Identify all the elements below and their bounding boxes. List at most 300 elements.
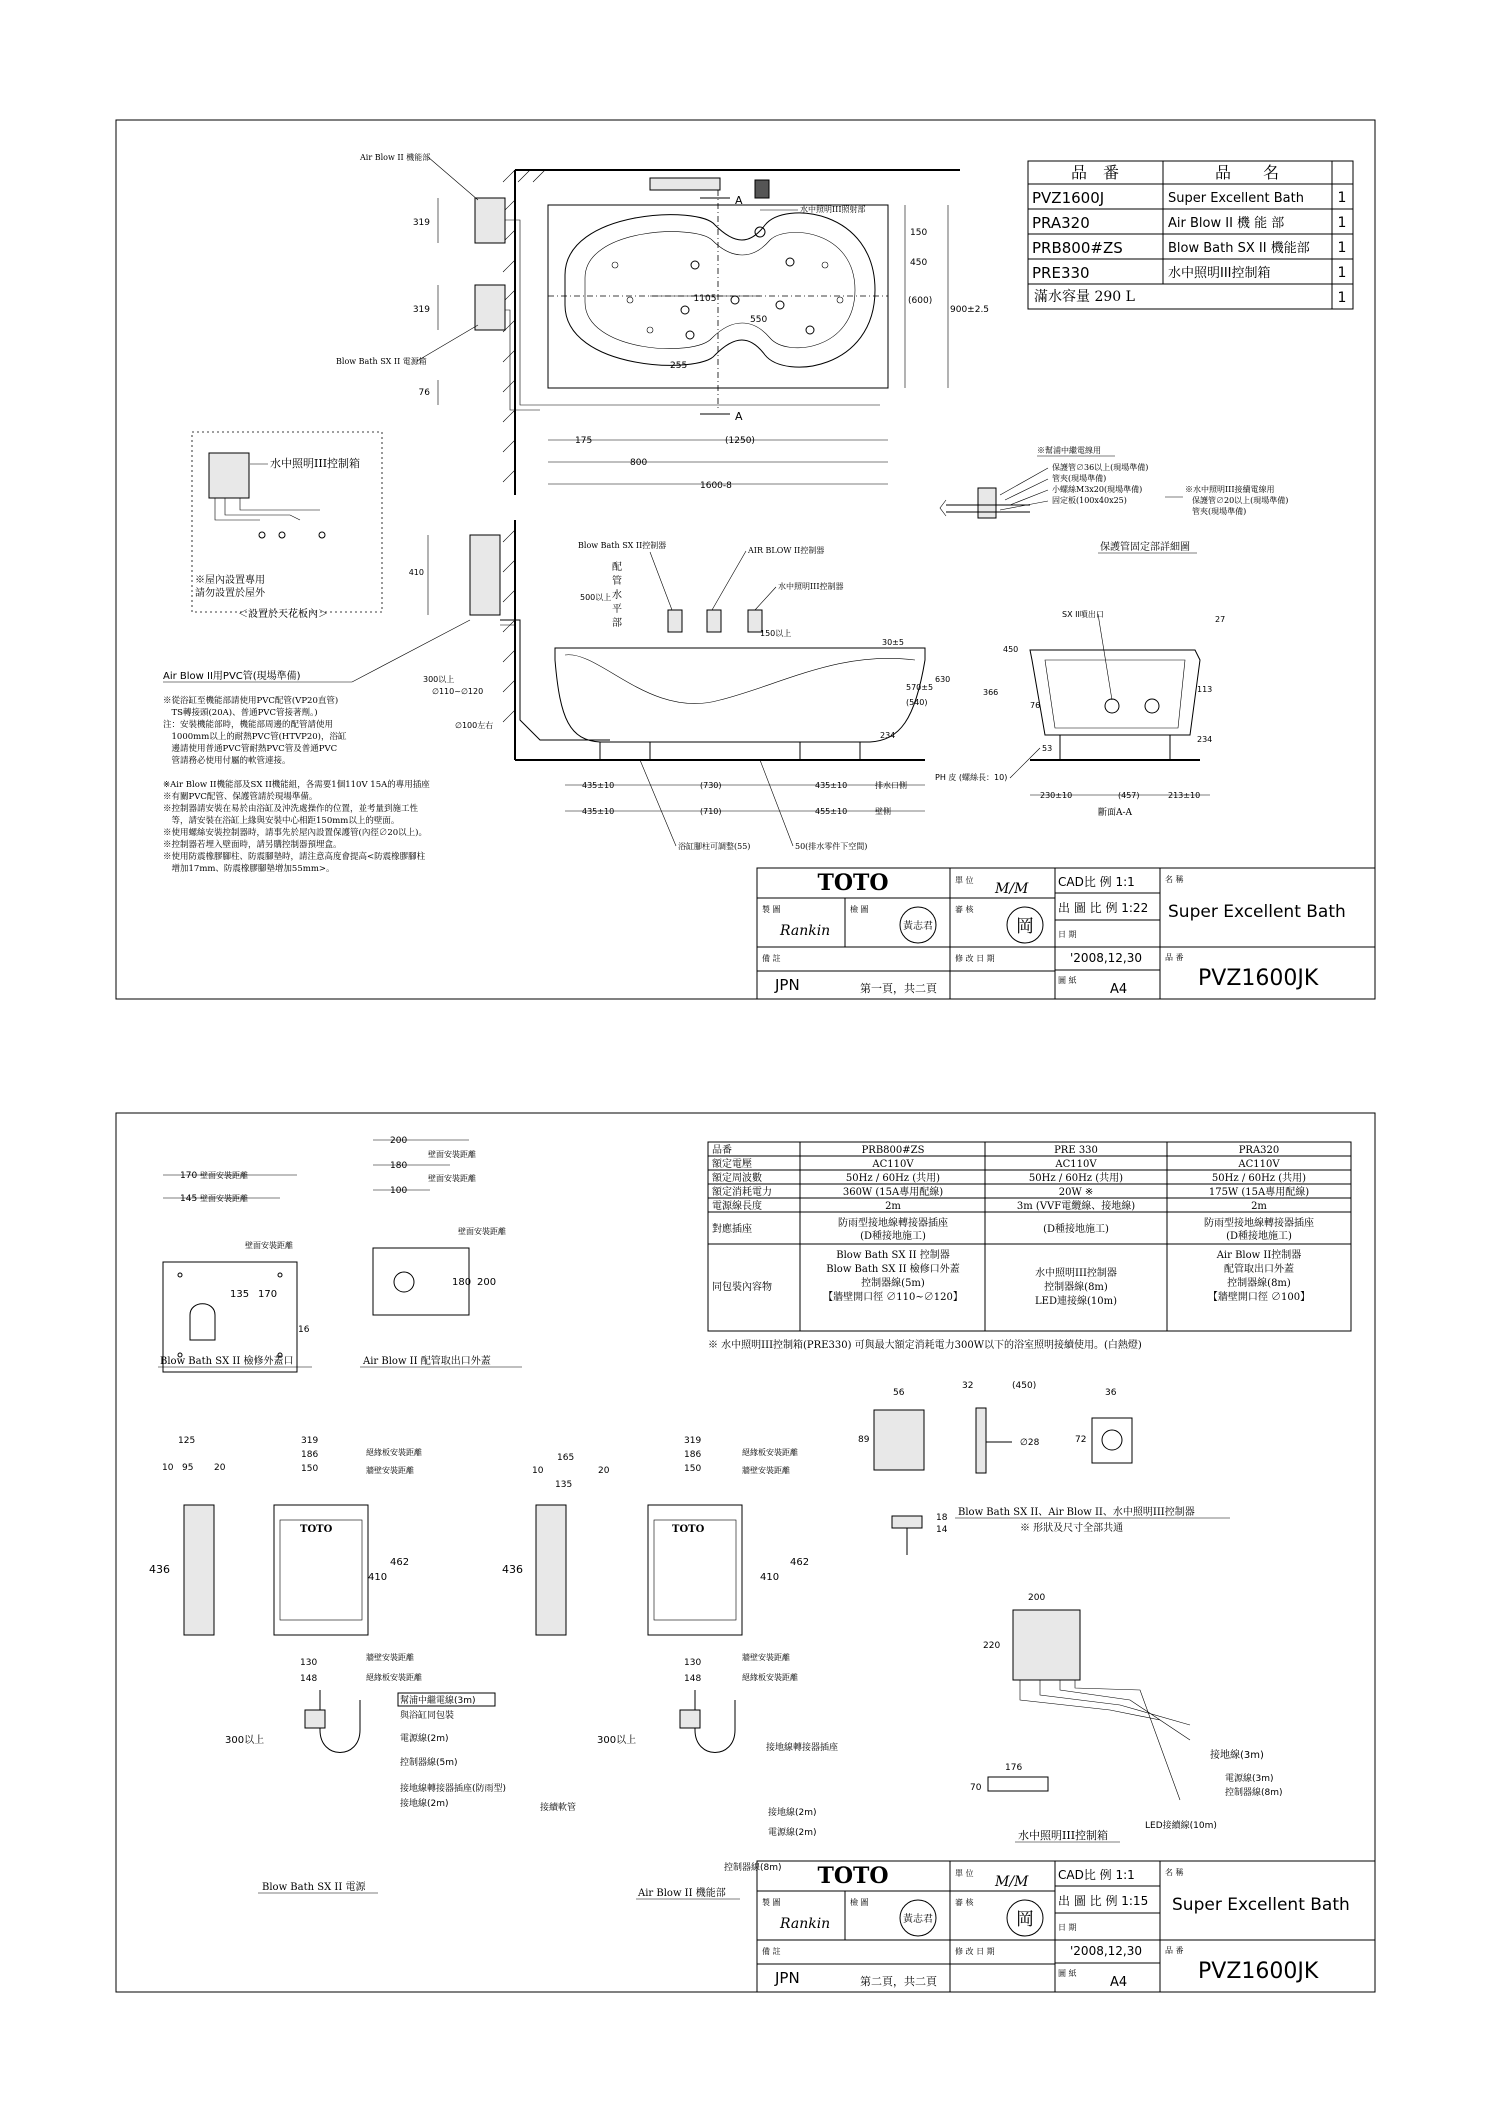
dim-220: 220 bbox=[983, 1641, 1001, 1651]
dim-110: ∅110~∅120 bbox=[432, 687, 484, 696]
elevation-view bbox=[409, 520, 951, 851]
air-blow-controller-icon bbox=[707, 610, 721, 632]
wall-distance-label: 牆壁安裝距離 bbox=[366, 1653, 414, 1662]
dim-457: (457) bbox=[1118, 791, 1140, 800]
spec-cell: 50Hz / 60Hz (共用) bbox=[845, 1173, 941, 1184]
ground-wire-label: 接地線(2m) bbox=[768, 1808, 817, 1818]
dim-36: 36 bbox=[1105, 1388, 1117, 1398]
socket-label: 接地線轉接器插座 bbox=[766, 1743, 839, 1753]
cover-sx-inspection bbox=[158, 1170, 312, 1372]
spec-cell: 配管取出口外蓋 bbox=[1224, 1264, 1294, 1275]
dim-462: 462 bbox=[790, 1557, 810, 1568]
dim-113: 113 bbox=[1197, 685, 1213, 694]
dim-150: 150 bbox=[910, 228, 928, 238]
dim-176: 176 bbox=[1005, 1763, 1023, 1773]
part-no: PRE330 bbox=[1032, 264, 1090, 282]
notes bbox=[163, 620, 470, 874]
dim-436: 436 bbox=[149, 1563, 170, 1576]
jet-nozzles bbox=[612, 227, 843, 339]
dim-600: (600) bbox=[908, 296, 933, 306]
section-title: 斷面A-A bbox=[1098, 808, 1133, 818]
dim-16: 16 bbox=[298, 1325, 310, 1335]
spec-cell: 防雨型接地線轉接器插座 bbox=[1204, 1218, 1314, 1229]
seal-text: 黃志君 bbox=[903, 921, 933, 932]
relay-fixing-detail bbox=[940, 445, 1288, 553]
control-wire-label: 控制器線(5m) bbox=[400, 1758, 458, 1768]
wall-distance-label: 牆壁安裝距離 bbox=[742, 1466, 790, 1475]
dim-630: 630 bbox=[935, 675, 951, 684]
relay-item: 管夾(現場準備) bbox=[1052, 474, 1107, 483]
note-line: ※Air Blow II機能部及SX II機能組，各需要1個110V 15A的專用插座 bbox=[163, 780, 430, 790]
seal-text: 岡 bbox=[1016, 1909, 1034, 1930]
dim-125: 125 bbox=[178, 1436, 196, 1446]
sheet-2 bbox=[116, 1113, 1375, 1992]
unit-brand: TOTO bbox=[672, 1524, 705, 1535]
dim-450: (450) bbox=[1012, 1381, 1037, 1391]
dim-100: 100 bbox=[390, 1186, 408, 1196]
spec-cell: (D種接地施工) bbox=[1043, 1224, 1109, 1235]
dim-70: 70 bbox=[970, 1783, 982, 1793]
spec-cell: 控制器線(5m) bbox=[861, 1278, 925, 1289]
dim-319: 319 bbox=[301, 1436, 319, 1446]
relay-wire-label: 幫浦中繼電線(3m) bbox=[400, 1696, 476, 1706]
dim-56: 56 bbox=[893, 1388, 905, 1398]
dim-1600: 1600-8 bbox=[700, 481, 732, 491]
wall-side-label: 壁側 bbox=[875, 807, 891, 816]
dim-435: 435±10 bbox=[582, 781, 615, 790]
pipe-level-label: 平 bbox=[612, 604, 622, 615]
plan-view bbox=[336, 152, 989, 495]
control-wire-label: 控制器線(8m) bbox=[1225, 1788, 1283, 1798]
unit-label: 單 位 bbox=[955, 876, 974, 885]
part-qty: 1 bbox=[1337, 240, 1347, 256]
controller-detail bbox=[858, 1381, 1230, 1555]
dim-300: 300以上 bbox=[597, 1735, 637, 1746]
drafted-label: 製 圖 bbox=[762, 1898, 781, 1907]
light-controller-label: 水中照明III控制器 bbox=[778, 582, 844, 591]
dim-10: 10 bbox=[532, 1466, 544, 1476]
note-line: 邊請使用普通PVC管耐熱PVC管及普通PVC bbox=[163, 744, 338, 754]
relay-right-title: ※水中照明III接續電線用 bbox=[1185, 485, 1275, 494]
spec-header: PRA320 bbox=[1238, 1145, 1280, 1156]
remark-value: JPN bbox=[775, 976, 800, 994]
paper-size: A4 bbox=[1110, 1975, 1128, 1990]
part-name: Blow Bath SX II 機能部 bbox=[1168, 241, 1310, 256]
parts-header-no: 品 番 bbox=[1070, 163, 1120, 182]
ground-wire-label: 接地線(2m) bbox=[400, 1799, 449, 1809]
spec-cell: 控制器線(8m) bbox=[1227, 1278, 1291, 1289]
bb-controller-label: Blow Bath SX II控制器 bbox=[578, 541, 667, 550]
wall-distance-label: 壁面安裝距離 bbox=[428, 1150, 476, 1159]
dim-135: 135 bbox=[230, 1289, 250, 1300]
cad-scale: CAD比 例 1:1 bbox=[1058, 875, 1135, 889]
unit-air-blow bbox=[502, 1436, 838, 1899]
dim-150: 150 bbox=[301, 1464, 319, 1474]
wall-distance-label: 壁面安裝距離 bbox=[458, 1227, 506, 1236]
spec-cell: 3m (VVF電纜線、接地線) bbox=[1016, 1201, 1136, 1212]
note-line: 等，請安裝在浴缸上緣與安裝中心相距150mm以上的壁面。 bbox=[163, 816, 400, 826]
title-block-2 bbox=[757, 1861, 1375, 1992]
output-scale: 出 圖 比 例 1:22 bbox=[1058, 901, 1149, 915]
dim-900: 900±2.5 bbox=[950, 305, 990, 315]
light-control-box-detail bbox=[192, 432, 382, 620]
spec-row-label: 額定消耗電力 bbox=[712, 1187, 772, 1198]
wall-unit-icon bbox=[470, 535, 500, 615]
dim-175: 175 bbox=[575, 436, 593, 446]
dim-30: 30±5 bbox=[882, 638, 904, 647]
unit-side-icon bbox=[536, 1505, 566, 1635]
dim-462: 462 bbox=[390, 1557, 410, 1568]
note-line: ※使用螺絲安裝控制器時，請事先於屋內設置保護管(內徑∅20以上)。 bbox=[163, 828, 427, 838]
dim-213: 213±10 bbox=[1168, 791, 1201, 800]
dim-1105: 1105 bbox=[693, 294, 717, 304]
dim-72: 72 bbox=[1075, 1435, 1087, 1445]
spec-row-label: 對應插座 bbox=[712, 1224, 752, 1235]
dim-410: 410 bbox=[408, 568, 424, 577]
relay-item: 小螺絲M3x20(現場準備) bbox=[1052, 485, 1143, 494]
dim-234: 234 bbox=[1197, 735, 1213, 744]
dim-319: 319 bbox=[412, 218, 430, 228]
dim-255: 255 bbox=[670, 361, 688, 371]
pvc-label: Air Blow II用PVC管(現場準備) bbox=[163, 671, 301, 682]
wall-distance-label: 壁面安裝距離 bbox=[200, 1194, 248, 1203]
spec-cell: 360W (15A專用配線) bbox=[842, 1187, 944, 1198]
output-scale: 出 圖 比 例 1:15 bbox=[1058, 1894, 1149, 1908]
paper-size: A4 bbox=[1110, 982, 1128, 997]
dim-165: 165 bbox=[557, 1453, 575, 1463]
wall-distance-label: 壁面安裝距離 bbox=[200, 1171, 248, 1180]
note-line: 注：安裝機能部時，機能部周邊的配管請使用 bbox=[163, 720, 334, 730]
section-a-a bbox=[935, 609, 1225, 818]
dim-436: 436 bbox=[502, 1563, 523, 1576]
power-wire-label: 電源線(2m) bbox=[400, 1734, 449, 1744]
dim-300: 300以上 bbox=[225, 1735, 265, 1746]
drafter-name: Rankin bbox=[780, 1916, 831, 1932]
spec-cell: 50Hz / 60Hz (共用) bbox=[1028, 1173, 1124, 1184]
control-wire-label: 控制器線(8m) bbox=[724, 1863, 782, 1873]
leg-label: 浴缸腳柱可調整(55) bbox=[678, 842, 751, 851]
sheet-1 bbox=[116, 120, 1375, 999]
toto-logo: TOTO bbox=[817, 870, 889, 896]
spec-cell: 50Hz / 60Hz (共用) bbox=[1211, 1173, 1307, 1184]
part-qty: 1 bbox=[1337, 265, 1347, 281]
dim-148: 148 bbox=[300, 1674, 318, 1684]
spec-cell: 【牆壁開口徑 ∅100】 bbox=[1207, 1292, 1311, 1303]
dim-186: 186 bbox=[684, 1450, 702, 1460]
seal-text: 岡 bbox=[1016, 916, 1034, 937]
pipe-level-label: 水 bbox=[612, 590, 622, 601]
dim-319: 319 bbox=[684, 1436, 702, 1446]
wall-distance-label: 牆壁安裝距離 bbox=[742, 1653, 790, 1662]
spec-cell: 2m bbox=[1251, 1201, 1267, 1212]
dim-186: 186 bbox=[301, 1450, 319, 1460]
spec-cell: (D種接地施工) bbox=[1226, 1231, 1292, 1242]
dim-20: 20 bbox=[598, 1466, 610, 1476]
insulation-distance-label: 絕緣板安裝距離 bbox=[742, 1673, 798, 1682]
part-no-label: 品 番 bbox=[1165, 1946, 1184, 1955]
dim-14: 14 bbox=[936, 1525, 948, 1535]
screw-label: PH 皮 (螺絲長：10) bbox=[935, 773, 1008, 782]
dim-435: 435±10 bbox=[582, 807, 615, 816]
spec-cell: Air Blow II控制器 bbox=[1216, 1250, 1302, 1261]
spec-header: 品番 bbox=[712, 1145, 732, 1156]
dim-95: 95 bbox=[182, 1463, 194, 1473]
spec-row-label: 額定周波數 bbox=[712, 1173, 762, 1184]
dim-150: 150 bbox=[684, 1464, 702, 1474]
drawing-number: PVZ1600JK bbox=[1198, 1959, 1319, 1984]
pipe-level-label: 部 bbox=[612, 618, 622, 629]
note-line: ※控制器請安裝在易於由浴缸及沖洗處操作的位置，並考量到施工性 bbox=[163, 804, 419, 814]
review-label: 審 核 bbox=[955, 1898, 974, 1907]
dim-550: 550 bbox=[750, 315, 768, 325]
dim-76: 76 bbox=[418, 388, 430, 398]
socket-label: 接地線轉接器插座(防雨型) bbox=[400, 1784, 507, 1794]
insulation-distance-label: 絕緣板安裝距離 bbox=[366, 1448, 422, 1457]
date-value: '2008,12,30 bbox=[1070, 951, 1143, 965]
product-name: Super Excellent Bath bbox=[1168, 902, 1346, 922]
spec-footnote: ※ 水中照明III控制箱(PRE330) 可與最大額定消耗電力300W以下的浴室照明接續使用。(白熱燈) bbox=[708, 1340, 1142, 1351]
dim-319: 319 bbox=[412, 305, 430, 315]
dim-130: 130 bbox=[300, 1658, 318, 1668]
drafted-label: 製 圖 bbox=[762, 905, 781, 914]
date-label: 日 期 bbox=[1058, 1923, 1077, 1932]
spec-row-label: 額定電壓 bbox=[712, 1159, 752, 1170]
spec-row-label: 電源線長度 bbox=[712, 1201, 762, 1212]
pipe-level-label: 配 bbox=[612, 562, 622, 573]
relay-right-item: 管夾(現場準備) bbox=[1192, 507, 1247, 516]
note-line: TS轉接頭(20A)、普通PVC管接著劑。) bbox=[163, 708, 318, 718]
sheet-2-border bbox=[116, 1113, 1375, 1992]
part-no: PRA320 bbox=[1032, 214, 1090, 232]
dim-450: 450 bbox=[910, 258, 928, 268]
light-box-caption: 水中照明III控制箱 bbox=[1018, 1829, 1109, 1842]
spec-cell: 175W (15A專用配線) bbox=[1208, 1187, 1310, 1198]
spec-cell: Blow Bath SX II 控制器 bbox=[836, 1250, 950, 1261]
indoor-note: ※屋內設置專用 bbox=[195, 575, 265, 586]
ab-controller-label: AIR BLOW II控制器 bbox=[748, 546, 825, 555]
note-line: ※控制器若埋入壁面時，請另購控制器預埋盒。 bbox=[163, 840, 342, 850]
product-name: Super Excellent Bath bbox=[1172, 1895, 1350, 1915]
note-line: ※從浴缸至機能部請使用PVC配管(VP20直管) bbox=[163, 696, 339, 706]
part-qty: 1 bbox=[1337, 290, 1347, 306]
dim-20: 20 bbox=[214, 1463, 226, 1473]
drawing-number: PVZ1600JK bbox=[1198, 966, 1319, 991]
dim-32: 32 bbox=[962, 1381, 974, 1391]
part-name: Super Excellent Bath bbox=[1168, 191, 1304, 206]
drain-space-note: 50(排水零件下空間) bbox=[795, 842, 868, 851]
dim-366: 366 bbox=[983, 688, 999, 697]
same-pack-label: 與浴缸同包裝 bbox=[400, 1711, 455, 1721]
checked-label: 檢 圖 bbox=[850, 905, 869, 914]
cad-scale: CAD比 例 1:1 bbox=[1058, 1868, 1135, 1882]
page-number: 第一頁，共二頁 bbox=[860, 982, 937, 995]
dim-450: 450 bbox=[1003, 645, 1019, 654]
spec-cell: 控制器線(8m) bbox=[1044, 1282, 1108, 1293]
unit-brand: TOTO bbox=[300, 1524, 333, 1535]
part-qty: 1 bbox=[1337, 190, 1347, 206]
dim-130: 130 bbox=[684, 1658, 702, 1668]
title-block-1 bbox=[757, 868, 1375, 999]
air-blow-unit-label: Air Blow II 機能部 bbox=[360, 153, 431, 162]
wall-distance-label: 壁面安裝距離 bbox=[245, 1241, 293, 1250]
dim-18: 18 bbox=[936, 1513, 948, 1523]
drain-side-label: 排水口側 bbox=[875, 781, 907, 790]
dim-89: 89 bbox=[858, 1435, 870, 1445]
note-line: 1000mm以上的耐熱PVC管(HTVP20)，浴缸 bbox=[163, 732, 347, 742]
blow-bath-controller-icon bbox=[668, 610, 682, 632]
review-label: 審 核 bbox=[955, 905, 974, 914]
ceiling-note: ＜設置於天花板內＞ bbox=[238, 609, 328, 620]
blow-bath-power-label: Blow Bath SX II 電源箱 bbox=[336, 357, 427, 366]
relay-caption: 保護管固定部詳細圖 bbox=[1100, 542, 1190, 553]
part-name: Air Blow II 機 能 部 bbox=[1168, 216, 1285, 231]
insulation-distance-label: 絕緣板安裝距離 bbox=[366, 1673, 422, 1682]
spec-header: PRB800#ZS bbox=[861, 1145, 925, 1156]
water-capacity: 滿水容量 290 L bbox=[1034, 289, 1135, 305]
section-a-marker: A bbox=[735, 410, 743, 423]
dim-800: 800 bbox=[630, 458, 648, 468]
dim-234: 234 bbox=[880, 731, 896, 740]
dim-135: 135 bbox=[555, 1480, 573, 1490]
hose-label: 接續軟管 bbox=[540, 1803, 577, 1813]
paper-label: 圖 紙 bbox=[1058, 976, 1077, 985]
dim-76: 76 bbox=[1030, 701, 1041, 710]
name-label: 名 稱 bbox=[1165, 875, 1184, 884]
name-label: 名 稱 bbox=[1165, 1868, 1184, 1877]
page-number: 第二頁，共二頁 bbox=[860, 1975, 937, 1988]
dim-410: 410 bbox=[760, 1572, 780, 1583]
power-wire-label: 電源線(3m) bbox=[1225, 1774, 1274, 1784]
part-no: PRB800#ZS bbox=[1032, 239, 1123, 257]
spec-cell: AC110V bbox=[872, 1159, 914, 1170]
light-box-icon bbox=[1013, 1610, 1080, 1680]
wall-distance-label: 壁面安裝距離 bbox=[428, 1174, 476, 1183]
indoor-note: 請勿設置於屋外 bbox=[195, 588, 265, 599]
dim-300: 300以上 bbox=[423, 675, 455, 684]
spec-table bbox=[708, 1142, 1351, 1351]
spec-cell: 20W ※ bbox=[1058, 1187, 1094, 1198]
unit-value: M/M bbox=[995, 1874, 1029, 1890]
note-line: 增加17mm、防震橡膠腳墊增加55mm>。 bbox=[163, 864, 335, 874]
spec-row-label: 同包裝內容物 bbox=[712, 1282, 772, 1293]
spec-cell: 【牆壁開口徑 ∅110~∅120】 bbox=[823, 1292, 963, 1303]
parts-header-name: 品 名 bbox=[1214, 163, 1280, 182]
light-box-wiring bbox=[970, 1593, 1283, 1842]
cover-a-caption: Blow Bath SX II 檢修外蓋口 bbox=[160, 1356, 294, 1367]
cover-ab-pipe bbox=[360, 1136, 522, 1367]
seal-text: 黃志君 bbox=[903, 1914, 933, 1925]
unit-value: M/M bbox=[995, 881, 1029, 897]
dim-710: (710) bbox=[700, 807, 722, 816]
spec-cell: 2m bbox=[885, 1201, 901, 1212]
light-label: 水中照明III照射部 bbox=[800, 205, 866, 214]
spec-cell: AC110V bbox=[1055, 1159, 1097, 1170]
dim-730: (730) bbox=[700, 781, 722, 790]
date-value: '2008,12,30 bbox=[1070, 1944, 1143, 1958]
remark-value: JPN bbox=[775, 1969, 800, 1987]
ground-wire-label: 接地線(3m) bbox=[1210, 1750, 1264, 1761]
dim-53: 53 bbox=[1042, 744, 1053, 753]
unit-label: 單 位 bbox=[955, 1869, 974, 1878]
controller-front-icon bbox=[874, 1410, 924, 1470]
dim-540: (540) bbox=[906, 698, 928, 707]
pipe-level-label: 管 bbox=[612, 576, 622, 587]
drafter-name: Rankin bbox=[780, 923, 831, 939]
parts-table bbox=[1028, 161, 1353, 309]
led-wire-label: LED接續線(10m) bbox=[1145, 1821, 1217, 1831]
controller-note: ※ 形狀及尺寸全部共通 bbox=[1020, 1523, 1124, 1534]
dim-200: 200 bbox=[390, 1136, 408, 1146]
unit-sx-caption: Blow Bath SX II 電源 bbox=[262, 1882, 366, 1893]
dim-410: 410 bbox=[368, 1572, 388, 1583]
unit-side-icon bbox=[184, 1505, 214, 1635]
control-box-title: 水中照明III控制箱 bbox=[270, 457, 361, 470]
note-line: ※使用防震橡膠腳柱、防震腳墊時，請注意高度會提高<防震橡膠腳柱 bbox=[163, 852, 426, 862]
power-wire-label: 電源線(2m) bbox=[768, 1828, 817, 1838]
relay-title: ※幫浦中繼電線用 bbox=[1037, 446, 1101, 455]
revision-label: 修 改 日 期 bbox=[955, 1947, 995, 1956]
dim-148: 148 bbox=[684, 1674, 702, 1684]
controller-title: Blow Bath SX II、Air Blow II、水中照明III控制器 bbox=[958, 1507, 1195, 1518]
dim-100: ∅100左右 bbox=[455, 721, 494, 730]
part-name: 水中照明III控制箱 bbox=[1168, 266, 1271, 281]
dim-170: 170 bbox=[258, 1289, 278, 1300]
spec-cell: 防雨型接地線轉接器插座 bbox=[838, 1218, 948, 1229]
cover-b-caption: Air Blow II 配管取出口外蓋 bbox=[363, 1356, 491, 1367]
dim-1250: (1250) bbox=[725, 436, 755, 446]
sx-outlet-label: SX II噴出口 bbox=[1062, 610, 1104, 619]
dim-230: 230±10 bbox=[1040, 791, 1073, 800]
date-label: 日 期 bbox=[1058, 930, 1077, 939]
part-no: PVZ1600J bbox=[1032, 189, 1105, 207]
part-no-label: 品 番 bbox=[1165, 953, 1184, 962]
relay-item: 固定板(100x40x25) bbox=[1052, 496, 1127, 505]
spec-cell: Blow Bath SX II 檢修口外蓋 bbox=[826, 1264, 960, 1275]
dim-150: 150以上 bbox=[760, 629, 792, 638]
dim-500: 500以上 bbox=[580, 593, 612, 602]
blow-bath-power-icon bbox=[475, 285, 505, 330]
dim-570: 570±5 bbox=[906, 683, 934, 692]
dim-28: ∅28 bbox=[1020, 1438, 1040, 1448]
spec-cell: AC110V bbox=[1238, 1159, 1280, 1170]
air-blow-unit-icon bbox=[475, 198, 505, 243]
dim-170: 170 bbox=[180, 1171, 198, 1181]
dim-145: 145 bbox=[180, 1194, 198, 1204]
spec-header: PRE 330 bbox=[1054, 1145, 1098, 1156]
dim-27: 27 bbox=[1215, 615, 1226, 624]
dim-10: 10 bbox=[162, 1463, 174, 1473]
revision-label: 修 改 日 期 bbox=[955, 954, 995, 963]
insulation-distance-label: 絕緣板安裝距離 bbox=[742, 1448, 798, 1457]
dim-180: 180 bbox=[452, 1277, 472, 1288]
relay-right-item: 保護管∅20以上(現場準備) bbox=[1192, 496, 1289, 505]
remark-label: 備 註 bbox=[762, 1947, 781, 1956]
remark-label: 備 註 bbox=[762, 954, 781, 963]
unit-ab-caption: Air Blow II 機能部 bbox=[638, 1888, 726, 1899]
wall-distance-label: 牆壁安裝距離 bbox=[366, 1466, 414, 1475]
dim-455: 455±10 bbox=[815, 807, 848, 816]
section-a-marker: A bbox=[735, 194, 743, 207]
spec-cell: 水中照明III控制器 bbox=[1035, 1268, 1117, 1279]
dim-180: 180 bbox=[390, 1161, 408, 1171]
dim-200: 200 bbox=[1028, 1593, 1046, 1603]
toto-logo: TOTO bbox=[817, 1863, 889, 1889]
spec-cell: LED連接線(10m) bbox=[1035, 1296, 1117, 1307]
paper-label: 圖 紙 bbox=[1058, 1969, 1077, 1978]
spec-cell: (D種接地施工) bbox=[860, 1231, 926, 1242]
note-line: ※有關PVC配管、保護管請於現場準備。 bbox=[163, 792, 318, 802]
dim-200: 200 bbox=[477, 1277, 497, 1288]
